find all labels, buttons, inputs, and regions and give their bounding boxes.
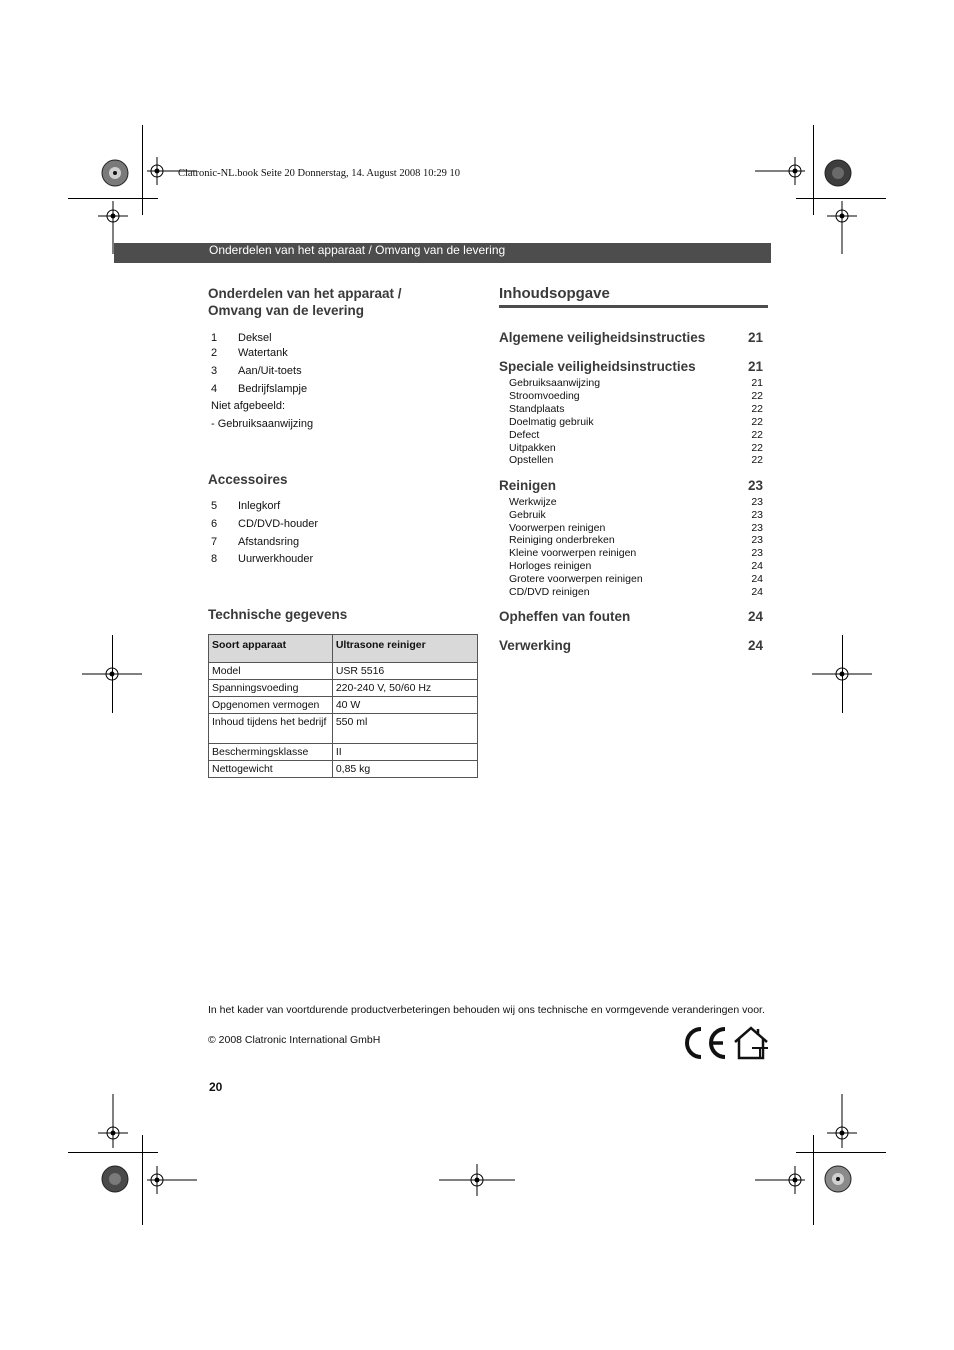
toc-subsection[interactable]: Grotere voorwerpen reinigen 24 (509, 573, 763, 585)
table-cell: Nettogewicht (209, 761, 333, 778)
parts-heading-line-2: Omvang van de levering (208, 303, 365, 318)
table-cell: Inhoud tijdens het bedrijf (209, 714, 333, 744)
toc-subsection[interactable]: Defect 22 (509, 429, 763, 441)
toc-subsection[interactable]: CD/DVD reinigen 24 (509, 586, 763, 598)
color-target-icon (102, 160, 128, 186)
registration-crosshair-icon (827, 201, 857, 254)
table-cell: USR 5516 (332, 663, 477, 680)
toc-subsection[interactable]: Werkwijze 23 (509, 496, 763, 508)
table-cell: Opgenomen vermogen (209, 697, 333, 714)
specs-table (208, 634, 478, 778)
table-cell: 220-240 V, 50/60 Hz (332, 680, 477, 697)
table-header-cell: Ultrasone reiniger (332, 635, 477, 663)
table-cell: Spanningsvoeding (209, 680, 333, 697)
toc-subsection[interactable]: Doelmatig gebruik 22 (509, 416, 763, 428)
toc-subsection[interactable]: Kleine voorwerpen reinigen 23 (509, 547, 763, 559)
table-row (209, 697, 478, 714)
registration-crosshair-icon (98, 1094, 128, 1148)
copyright: © 2008 Clatronic International GmbH (208, 1034, 381, 1046)
table-row (209, 680, 478, 697)
page-number: 20 (209, 1080, 223, 1094)
table-header-row (209, 635, 478, 663)
parts-heading (208, 285, 402, 319)
toc-subsection[interactable]: Gebruiksaanwijzing 21 (509, 377, 763, 389)
color-target-icon (825, 160, 851, 186)
toc-subsection[interactable]: Voorwerpen reinigen 23 (509, 522, 763, 534)
accessories-heading: Accessoires (208, 472, 288, 487)
toc-subsection[interactable]: Horloges reinigen 24 (509, 560, 763, 572)
table-row (209, 663, 478, 680)
footer-note: In het kader van voortdurende productverbeteringen behouden wij ons technische en vormgevende veranderingen voor. (208, 1004, 765, 1016)
table-cell: 550 ml (332, 714, 477, 744)
not-shown-item: - Gebruiksaanwijzing (211, 418, 314, 430)
toc-subsection[interactable]: Stroomvoeding 22 (509, 390, 763, 402)
toc-subsection[interactable]: Uitpakken 22 (509, 442, 763, 454)
toc-subsection[interactable]: Gebruik 23 (509, 509, 763, 521)
table-row (209, 744, 478, 761)
table-row (209, 761, 478, 778)
registration-crosshair-icon (827, 1094, 857, 1148)
specs-heading: Technische gegevens (208, 607, 348, 622)
header-title: Onderdelen van het apparaat / Omvang van de levering (209, 243, 506, 257)
table-header-cell: Soort apparaat (209, 635, 333, 663)
table-cell: 40 W (332, 697, 477, 714)
toc-title-rule (499, 305, 768, 308)
table-cell: 0,85 kg (332, 761, 477, 778)
toc-title: Inhoudsopgave (499, 285, 610, 302)
not-shown-label: Niet afgebeeld: (211, 400, 285, 412)
toc-subsection[interactable]: Opstellen 22 (509, 454, 763, 466)
color-target-icon (102, 1166, 128, 1192)
indoor-use-house-icon (732, 1026, 770, 1060)
toc-subsection[interactable]: Standplaats 22 (509, 403, 763, 415)
table-cell: Model (209, 663, 333, 680)
table-row (209, 714, 478, 744)
toc-subsection[interactable]: Reiniging onderbreken 23 (509, 534, 763, 546)
print-info: Clatronic-NL.book Seite 20 Donnerstag, 14. August 2008 10:29 10 (178, 168, 461, 179)
parts-heading-line-1: Onderdelen van het apparaat / (208, 286, 402, 301)
color-target-icon (825, 1166, 851, 1192)
table-cell: II (332, 744, 477, 761)
table-cell: Beschermingsklasse (209, 744, 333, 761)
